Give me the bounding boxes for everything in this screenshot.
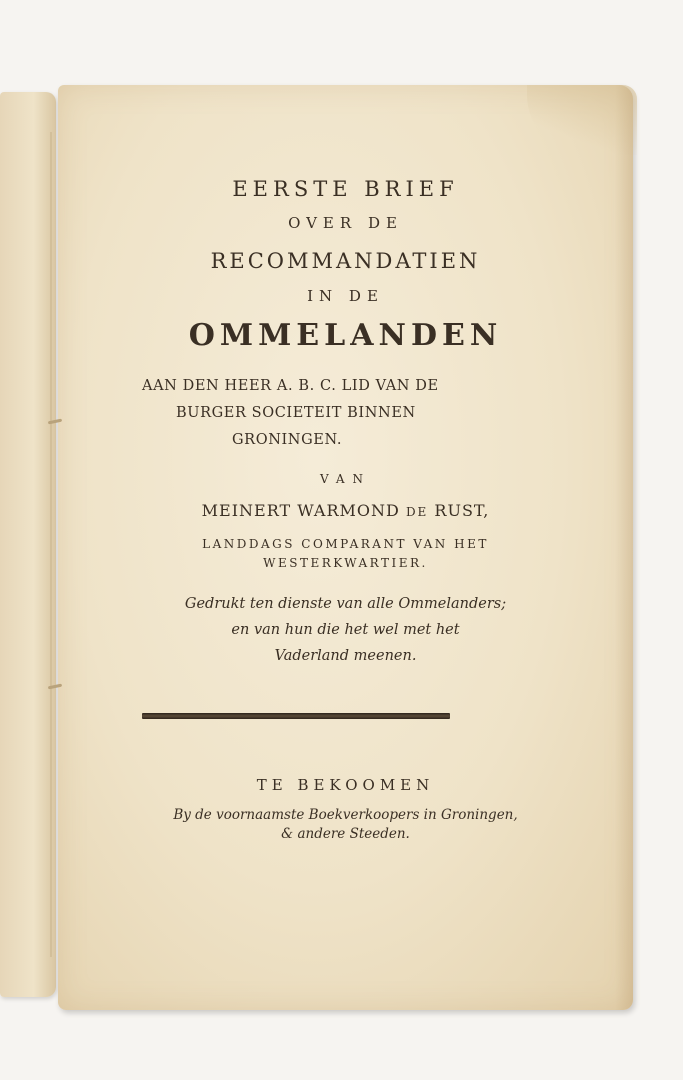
address-line-1: AAN DEN HEER A. B. C. LID VAN DE [142, 378, 439, 394]
title-line-1: EERSTE BRIEF [232, 177, 459, 201]
imprint-note-line-2: en van hun die het wel met het [231, 622, 460, 638]
author-particle: DE [405, 505, 429, 519]
title-line-3: RECOMMANDATIEN [210, 249, 481, 273]
imprint-note-line-1: Gedrukt ten dienste van alle Ommelanders; [184, 596, 507, 612]
sale-line-2: & andere Steeden. [281, 826, 410, 842]
title-line-2: OVER DE [288, 214, 403, 232]
facing-page-edge [0, 92, 56, 997]
title-page [58, 85, 633, 1010]
author-by: VAN [319, 472, 372, 486]
address-line-2: BURGER SOCIETEIT BINNEN [176, 405, 416, 421]
author-line [58, 501, 633, 520]
sale-line-1: By de voornaamste Boekverkoopers in Groningen, [173, 807, 518, 823]
author-surname: RUST, [434, 501, 490, 520]
ornamental-rule [142, 713, 450, 719]
author-rank-line-1: LANDDAGS COMPARANT VAN HET [202, 537, 489, 551]
address-line-3: GRONINGEN. [232, 432, 343, 448]
sale-heading: TE BEKOOMEN [256, 776, 435, 794]
author-name: MEINERT WARMOND [201, 501, 400, 520]
spine-crease [50, 132, 52, 957]
torn-corner [527, 85, 637, 155]
title-main: OMMELANDEN [188, 318, 503, 353]
title-line-4: IN DE [307, 287, 384, 305]
imprint-note-line-3: Vaderland meenen. [274, 648, 417, 664]
author-rank-line-2: WESTERKWARTIER. [263, 556, 428, 570]
